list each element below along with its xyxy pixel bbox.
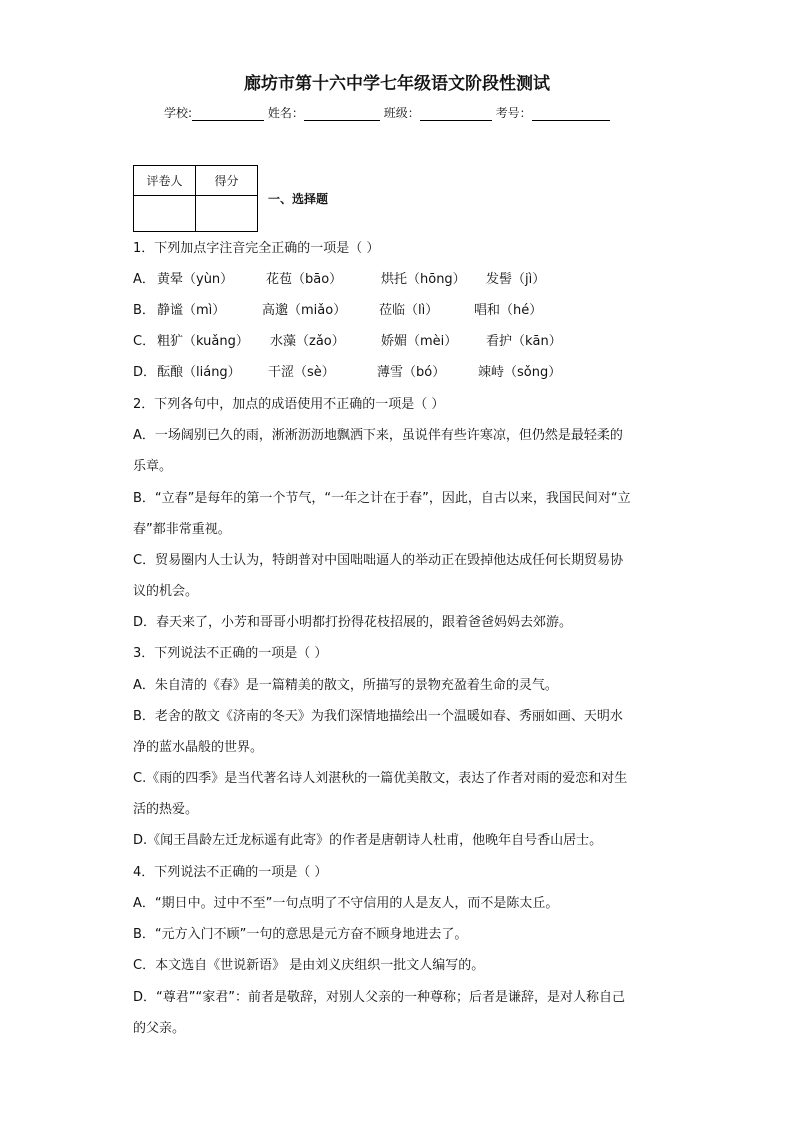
q4-option-a: A．“期日中。过中不至”一句点明了不守信用的人是友人，而不是陈太丘。 <box>133 896 559 911</box>
q1-option-a-item: 烘托（hōng） <box>381 272 466 287</box>
name-label: 姓名： <box>267 106 304 120</box>
q1-option-b-item: 静谧（mì） <box>157 303 226 318</box>
q3-option-b: B．老舍的散文《济南的冬天》为我们深情地描绘出一个温暖如春、秀丽如画、天明水 <box>133 709 623 724</box>
section-heading: 一、选择题 <box>268 192 329 206</box>
question-2-stem: 2．下列各句中，加点的成语使用不正确的一项是（ ） <box>133 397 445 412</box>
q4-option-b: B．“元方入门不顾”一句的意思是元方奋不顾身地进去了。 <box>133 927 468 942</box>
question-3-stem: 3．下列说法不正确的一项是（ ） <box>133 646 328 661</box>
q2-option-d: D．春天来了，小芳和哥哥小明都打扮得花枝招展的，跟着爸爸妈妈去郊游。 <box>133 615 573 630</box>
q4-option-c: C．本文选自《世说新语》 是由刘义庆组织一批文人编写的。 <box>133 958 485 973</box>
score-cell[interactable] <box>196 196 258 232</box>
q1-option-a-item: 花苞（bāo） <box>266 272 343 287</box>
q1-option-c-item: 水藻（zǎo） <box>270 334 345 349</box>
question-1-stem: 1．下列加点字注音完全正确的一项是（ ） <box>133 241 380 256</box>
school-label: 学校: <box>164 106 193 120</box>
q1-option-a-item: 发髻（jì） <box>486 272 546 287</box>
q1-option-c-label: C． <box>133 334 156 349</box>
q1-option-b-item: 高邈（miǎo） <box>262 303 347 318</box>
q1-option-d-item: 竦峙（sǒng） <box>478 365 562 380</box>
q1-option-b-label: B． <box>133 303 155 318</box>
q2-option-a-cont: 乐章。 <box>133 459 173 474</box>
school-blank[interactable] <box>192 106 264 121</box>
exam-number-label: 考号： <box>495 106 532 120</box>
q1-option-d-item: 薄雪（bó） <box>377 365 446 380</box>
q2-option-b: B．“立春”是每年的第一个节气，“一年之计在于春”，因此，自古以来，我国民间对“立 <box>133 491 631 506</box>
q3-option-b-cont: 净的蓝水晶般的世界。 <box>133 740 264 755</box>
q2-option-c-cont: 议的机会。 <box>133 584 199 599</box>
q1-option-c-item: 娇媚（mèi） <box>381 334 458 349</box>
q2-option-b-cont: 春”都非常重视。 <box>133 522 231 537</box>
score-table <box>133 165 258 232</box>
q1-option-c-item: 看护（kān） <box>486 334 562 349</box>
q1-option-d-label: D． <box>133 365 157 380</box>
q1-option-b-item: 唱和（hé） <box>474 303 543 318</box>
q3-option-a: A．朱自清的《春》是一篇精美的散文，所描写的景物充盈着生命的灵气。 <box>133 678 558 693</box>
q1-option-b-item: 莅临（lì） <box>379 303 439 318</box>
q4-option-d-cont: 的父亲。 <box>133 1021 186 1036</box>
q1-option-c-item: 粗犷（kuǎng） <box>157 334 249 349</box>
grader-cell[interactable] <box>134 196 196 232</box>
q2-option-c: C．贸易圈内人士认为，特朗普对中国咄咄逼人的举动正在毁掉他达成任何长期贸易协 <box>133 553 624 568</box>
q3-option-c-cont: 活的热爱。 <box>133 802 199 817</box>
q3-option-c: C.《雨的四季》是当代著名诗人刘湛秋的一篇优美散文，表达了作者对雨的爱恋和对生 <box>133 771 628 786</box>
q1-option-d-item: 干涩（sè） <box>268 365 335 380</box>
page-title: 廊坊市第十六中学七年级语文阶段性测试 <box>244 74 550 94</box>
student-info-line <box>164 104 610 121</box>
exam-number-blank[interactable] <box>532 106 610 121</box>
question-4-stem: 4．下列说法不正确的一项是（ ） <box>133 865 328 880</box>
q2-option-a: A．一场阔别已久的雨，淅淅沥沥地飘洒下来，虽说伴有些许寒凉，但仍然是最轻柔的 <box>133 428 623 443</box>
q1-option-a-item: 黄晕（yùn） <box>157 272 234 287</box>
name-blank[interactable] <box>304 106 380 121</box>
q1-option-a-label: A． <box>133 272 155 287</box>
grader-header: 评卷人 <box>134 166 196 196</box>
q4-option-d: D．“尊君”“家君”：前者是敬辞，对别人父亲的一种尊称；后者是谦辞，是对人称自己 <box>133 990 625 1005</box>
q3-option-d: D.《闻王昌龄左迁龙标遥有此寄》的作者是唐朝诗人杜甫，他晚年自号香山居士。 <box>133 833 603 848</box>
class-label: 班级： <box>383 106 420 120</box>
class-blank[interactable] <box>420 106 492 121</box>
score-header: 得分 <box>196 166 258 196</box>
q1-option-d-item: 酝酿（liáng） <box>157 365 241 380</box>
